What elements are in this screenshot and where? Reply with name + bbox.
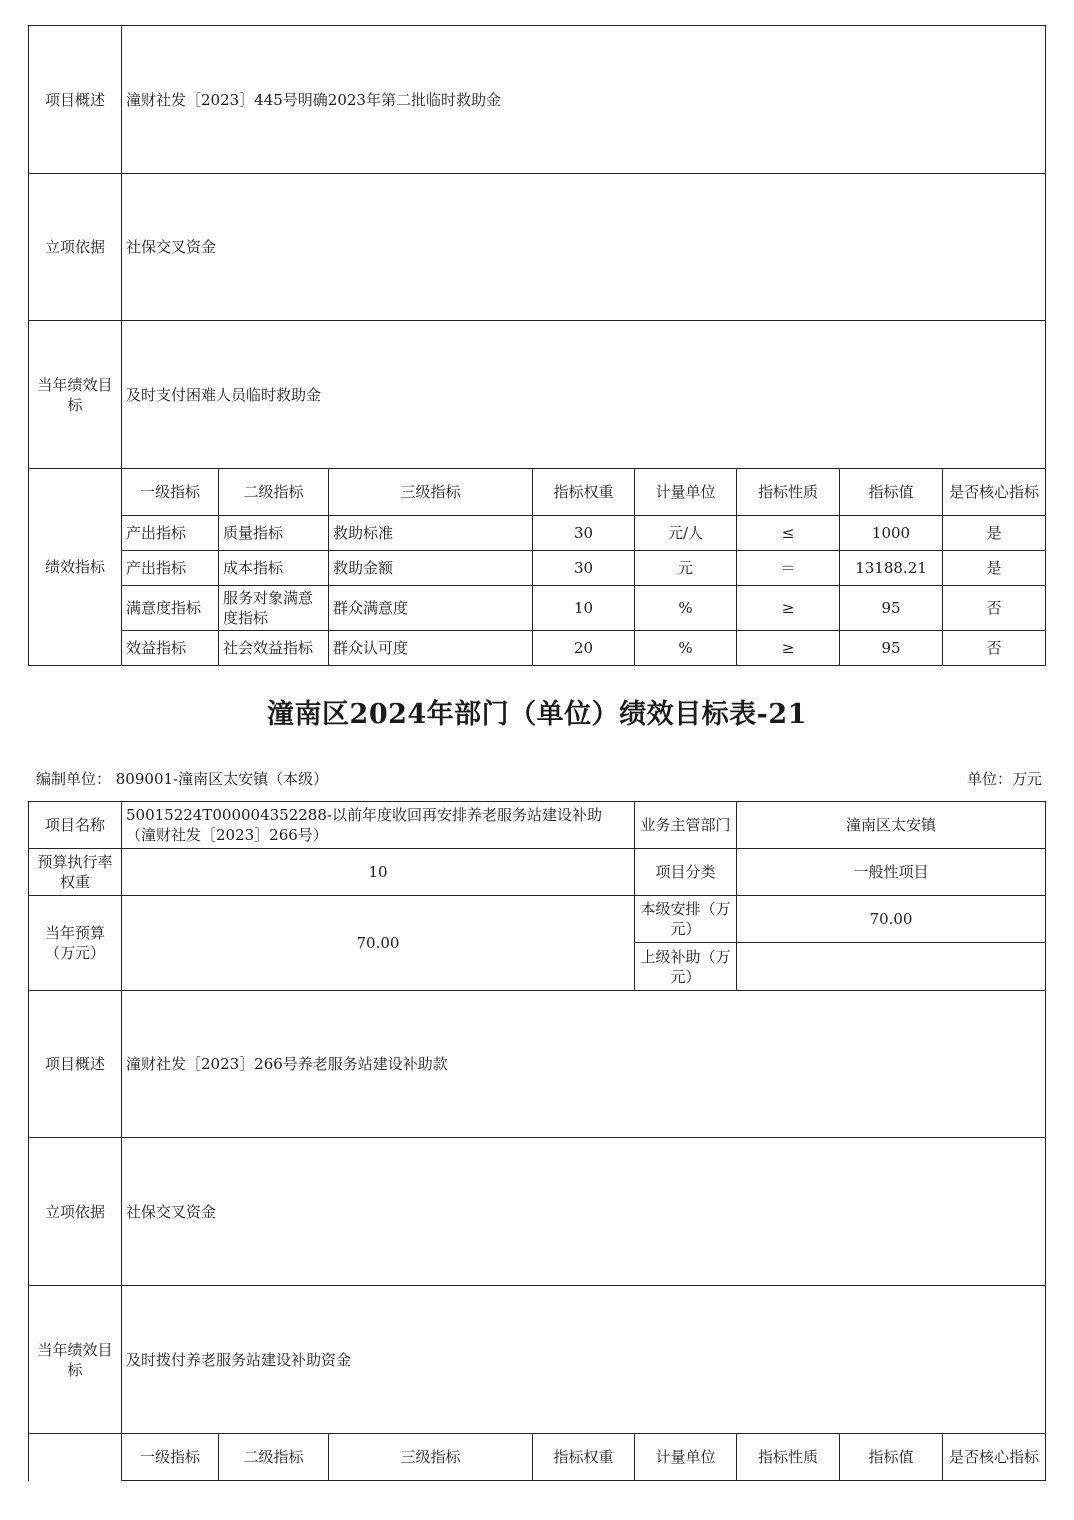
header-cell: 指标性质 (737, 1434, 840, 1481)
table-cell: 效益指标 (122, 631, 219, 666)
table-row (29, 516, 1046, 551)
project-name-label: 项目名称 (29, 802, 122, 849)
prev-overview-row (29, 26, 1046, 174)
budget-rate-row (29, 849, 1046, 896)
table-cell: 质量指标 (219, 516, 329, 551)
prev-goal-label: 当年绩效目标 (29, 321, 122, 469)
local-value: 70.00 (737, 896, 1046, 943)
goal-label: 当年绩效目标 (29, 1286, 122, 1434)
table-cell: 元 (635, 551, 737, 586)
header-cell: 计量单位 (635, 1434, 737, 1481)
table-cell: 群众认可度 (329, 631, 533, 666)
upper-label: 上级补助（万元） (635, 943, 737, 991)
prev-header-cell: 三级指标 (329, 469, 533, 516)
table-cell: 救助金额 (329, 551, 533, 586)
prev-indicators-label: 绩效指标 (29, 469, 122, 666)
basis-value: 社保交叉资金 (122, 1138, 1046, 1286)
table-cell: 95 (840, 586, 943, 631)
prev-header-cell: 指标权重 (533, 469, 635, 516)
project-name-row (29, 802, 1046, 849)
table-cell: % (635, 586, 737, 631)
prev-header-cell: 一级指标 (122, 469, 219, 516)
table-cell: ＝ (737, 551, 840, 586)
header-cell: 指标值 (840, 1434, 943, 1481)
basis-row (29, 1138, 1046, 1286)
table-cell: 群众满意度 (329, 586, 533, 631)
goal-value: 及时拨付养老服务站建设补助资金 (122, 1286, 1046, 1434)
performance-target-table (28, 801, 1046, 1481)
table-row (29, 631, 1046, 666)
table-cell: 产出指标 (122, 551, 219, 586)
table-cell: 否 (943, 631, 1046, 666)
header-cell: 三级指标 (329, 1434, 533, 1481)
overview-row (29, 991, 1046, 1138)
category-label: 项目分类 (635, 849, 737, 896)
table-cell: 救助标准 (329, 516, 533, 551)
budget-value: 70.00 (122, 896, 635, 991)
currency-unit: 单位：万元 (966, 770, 1042, 788)
table-cell: 1000 (840, 516, 943, 551)
table-cell: % (635, 631, 737, 666)
prev-overview-value: 潼财社发［2023］445号明确2023年第二批临时救助金 (122, 26, 1046, 174)
prev-performance-table (28, 25, 1046, 666)
table-row (29, 586, 1046, 631)
indicators-label-cell (29, 1434, 122, 1481)
table-cell: ≥ (737, 586, 840, 631)
prev-basis-value: 社保交叉资金 (122, 174, 1046, 321)
table-cell: 产出指标 (122, 516, 219, 551)
header-cell: 一级指标 (122, 1434, 219, 1481)
table-cell: 成本指标 (219, 551, 329, 586)
table-cell: 10 (533, 586, 635, 631)
table-row (29, 551, 1046, 586)
prev-header-cell: 是否核心指标 (943, 469, 1046, 516)
upper-value (737, 943, 1046, 991)
indicator-header-row (29, 1434, 1046, 1481)
table-cell: 社会效益指标 (219, 631, 329, 666)
table-cell: 30 (533, 551, 635, 586)
prev-header-cell: 二级指标 (219, 469, 329, 516)
prev-basis-row (29, 174, 1046, 321)
budget-rate-value: 10 (122, 849, 635, 896)
header-cell: 指标权重 (533, 1434, 635, 1481)
budget-row (29, 896, 1046, 943)
table-cell: 20 (533, 631, 635, 666)
basis-label: 立项依据 (29, 1138, 122, 1286)
table-cell: ≥ (737, 631, 840, 666)
table-cell: ≤ (737, 516, 840, 551)
table-cell: 是 (943, 516, 1046, 551)
page-title: 潼南区2024年部门（单位）绩效目标表-21 (267, 699, 807, 730)
prev-indicator-header-row (29, 469, 1046, 516)
dept-value: 潼南区太安镇 (737, 802, 1046, 849)
table-cell: 30 (533, 516, 635, 551)
table-cell: 13188.21 (840, 551, 943, 586)
table-cell: 否 (943, 586, 1046, 631)
local-label: 本级安排（万元） (635, 896, 737, 943)
budget-label: 当年预算（万元） (29, 896, 122, 991)
table-cell: 服务对象满意度指标 (219, 586, 329, 631)
table-cell: 元/人 (635, 516, 737, 551)
prev-header-cell: 指标值 (840, 469, 943, 516)
prev-header-cell: 指标性质 (737, 469, 840, 516)
category-value: 一般性项目 (737, 849, 1046, 896)
prev-goal-value: 及时支付困难人员临时救助金 (122, 321, 1046, 469)
prev-overview-label: 项目概述 (29, 26, 122, 174)
prev-basis-label: 立项依据 (29, 174, 122, 321)
table-cell: 95 (840, 631, 943, 666)
table-cell: 满意度指标 (122, 586, 219, 631)
dept-label: 业务主管部门 (635, 802, 737, 849)
budget-rate-label: 预算执行率权重 (29, 849, 122, 896)
table-cell: 是 (943, 551, 1046, 586)
project-name-value: 50015224T000004352288-以前年度收回再安排养老服务站建设补助（潼财社发［2023］266号） (122, 802, 635, 849)
goal-row (29, 1286, 1046, 1434)
header-cell: 二级指标 (219, 1434, 329, 1481)
overview-label: 项目概述 (29, 991, 122, 1138)
overview-value: 潼财社发［2023］266号养老服务站建设补助款 (122, 991, 1046, 1138)
compiling-unit: 编制单位： 809001-潼南区太安镇（本级） (36, 770, 329, 788)
header-cell: 是否核心指标 (943, 1434, 1046, 1481)
prev-goal-row (29, 321, 1046, 469)
prev-header-cell: 计量单位 (635, 469, 737, 516)
